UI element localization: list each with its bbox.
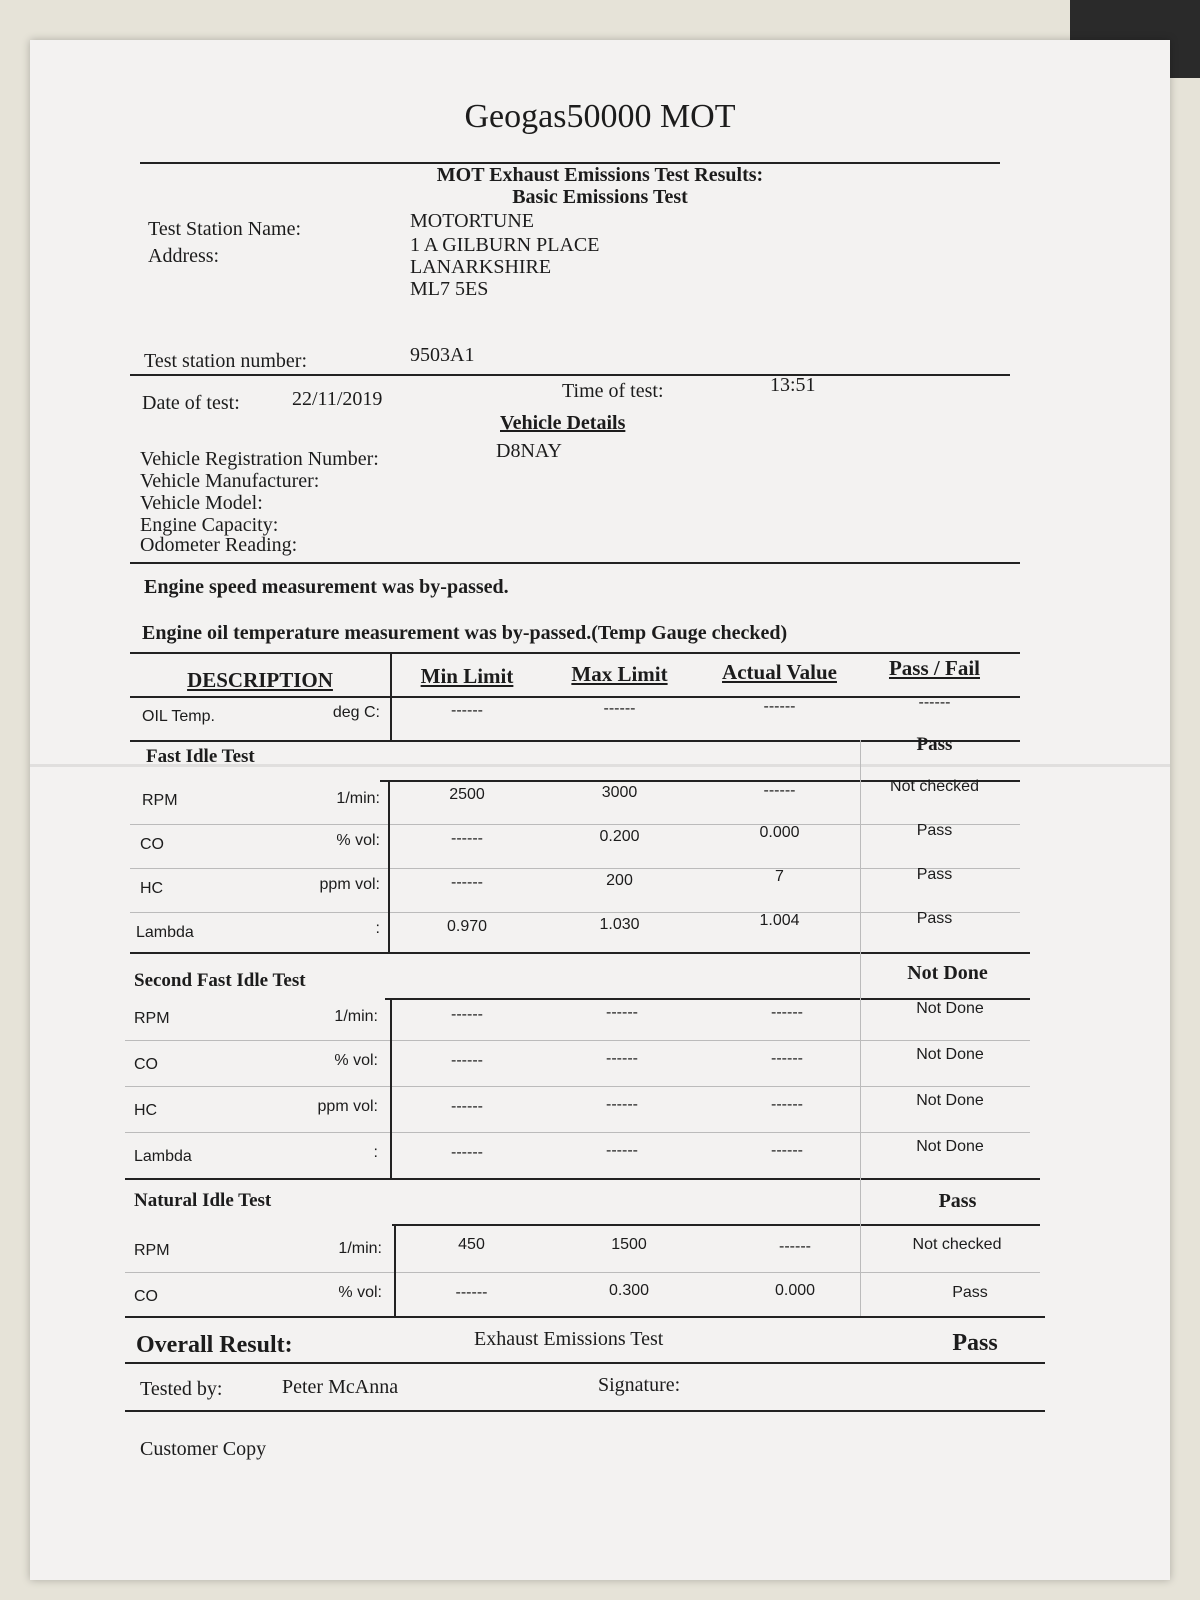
fast-idle-lambda-unit: :	[375, 920, 380, 937]
divider	[125, 1410, 1045, 1412]
fast-idle-rpm-unit: 1/min:	[336, 790, 380, 807]
oil-temp-note: Engine oil temperature measurement was by-passed.(Temp Gauge checked)	[142, 622, 788, 644]
natural-co-max: 0.300	[608, 1282, 650, 1299]
second-lambda-unit: :	[373, 1144, 378, 1161]
fast-idle-hc-result: Pass	[916, 866, 953, 883]
natural-co-name: CO	[134, 1288, 158, 1305]
section-border	[125, 1178, 1040, 1180]
second-co-actual: ------	[771, 1050, 803, 1067]
time-label: Time of test:	[562, 380, 664, 402]
second-hc-actual: ------	[771, 1096, 803, 1113]
fast-idle-rpm-result: Not checked	[890, 778, 979, 795]
second-hc-min: ------	[451, 1098, 483, 1115]
overall-test-name: Exhaust Emissions Test	[474, 1328, 664, 1350]
vehicle-reg: D8NAY	[496, 440, 562, 462]
time-value: 13:51	[770, 374, 816, 396]
fast-idle-rpm-actual: ------	[763, 782, 796, 799]
station-name-label: Test Station Name:	[148, 218, 302, 240]
fast-idle-title: Fast Idle Test	[146, 746, 255, 767]
second-rpm-result: Not Done	[916, 1000, 984, 1017]
natural-rpm-min: 450	[458, 1236, 485, 1253]
natural-co-result: Pass	[952, 1284, 988, 1301]
vehicle-details-heading: Vehicle Details	[500, 412, 626, 434]
station-name: MOTORTUNE	[410, 210, 534, 232]
station-number: 9503A1	[410, 344, 475, 366]
oil-row-unit: deg C:	[332, 704, 380, 721]
second-rpm-max: ------	[606, 1004, 638, 1021]
address-label: Address:	[148, 245, 220, 267]
fast-idle-rpm-name: RPM	[142, 792, 178, 809]
second-rpm-name: RPM	[134, 1010, 170, 1027]
natural-co-unit: % vol:	[338, 1284, 382, 1301]
col-header-description: DESCRIPTION	[187, 668, 333, 692]
oil-row-result: ------	[918, 694, 951, 711]
column-divider	[390, 654, 392, 740]
row-border	[125, 1040, 1030, 1041]
natural-idle-title: Natural Idle Test	[134, 1190, 272, 1211]
natural-rpm-unit: 1/min:	[338, 1240, 382, 1257]
fast-idle-hc-name: HC	[140, 880, 164, 897]
second-hc-unit: ppm vol:	[317, 1098, 378, 1115]
date-value: 22/11/2019	[292, 388, 383, 410]
section-border	[125, 1316, 1045, 1318]
second-hc-result: Not Done	[916, 1092, 984, 1109]
section-divider	[392, 1224, 1040, 1226]
tester-name: Peter McAnna	[282, 1376, 399, 1398]
second-hc-max: ------	[606, 1096, 638, 1113]
fast-idle-hc-unit: ppm vol:	[319, 876, 380, 893]
col-header-min: Min Limit	[420, 664, 514, 688]
second-lambda-max: ------	[606, 1142, 638, 1159]
signature-label: Signature:	[598, 1374, 681, 1396]
fast-idle-co-result: Pass	[916, 822, 953, 839]
fast-idle-hc-max: 200	[606, 872, 633, 889]
document-title: Geogas50000 MOT	[464, 98, 736, 135]
second-rpm-min: ------	[451, 1006, 483, 1023]
fast-idle-hc-actual: 7	[775, 868, 784, 885]
col-header-result: Pass / Fail	[888, 656, 980, 680]
fast-idle-lambda-result: Pass	[916, 910, 953, 927]
vehicle-reg-label: Vehicle Registration Number:	[140, 448, 379, 470]
overall-result-label: Overall Result:	[136, 1332, 293, 1358]
natural-co-min: ------	[455, 1284, 488, 1301]
vehicle-model-label: Vehicle Model:	[140, 492, 263, 514]
oil-row-min: ------	[451, 702, 483, 719]
oil-row-actual: ------	[763, 698, 796, 715]
fast-idle-co-name: CO	[140, 836, 164, 853]
vehicle-manufacturer-label: Vehicle Manufacturer:	[140, 470, 320, 492]
address-line1: 1 A GILBURN PLACE	[410, 234, 600, 256]
col-header-actual: Actual Value	[722, 660, 837, 684]
fast-idle-co-unit: % vol:	[336, 832, 380, 849]
engine-capacity-label: Engine Capacity:	[140, 514, 279, 536]
mot-certificate	[30, 40, 1170, 1580]
document-subtitle-line2: Basic Emissions Test	[512, 186, 688, 208]
second-hc-name: HC	[134, 1102, 158, 1119]
tested-by-label: Tested by:	[140, 1378, 223, 1400]
oil-row-max: ------	[603, 700, 636, 717]
fast-idle-lambda-name: Lambda	[136, 924, 194, 941]
fast-idle-co-actual: 0.000	[759, 824, 800, 841]
overall-result: Pass	[952, 1330, 998, 1356]
second-rpm-actual: ------	[771, 1004, 803, 1021]
fast-idle-co-max: 0.200	[599, 828, 640, 845]
date-label: Date of test:	[142, 392, 240, 414]
fast-idle-result: Pass	[916, 734, 953, 755]
fast-idle-rpm-min: 2500	[449, 786, 485, 803]
table-top-border	[130, 652, 1020, 654]
customer-copy-label: Customer Copy	[140, 1438, 267, 1460]
result-column-divider	[860, 740, 861, 1316]
second-rpm-unit: 1/min:	[334, 1008, 378, 1025]
row-border	[125, 1086, 1030, 1087]
natural-idle-result: Pass	[938, 1190, 977, 1212]
natural-rpm-name: RPM	[134, 1242, 170, 1259]
fast-idle-co-min: ------	[451, 830, 483, 847]
natural-co-actual: 0.000	[774, 1282, 816, 1299]
natural-rpm-result: Not checked	[912, 1236, 1002, 1253]
column-divider	[388, 780, 390, 954]
engine-speed-note: Engine speed measurement was by-passed.	[144, 576, 509, 598]
second-fast-idle-result: Not Done	[907, 962, 988, 984]
second-co-max: ------	[606, 1050, 638, 1067]
col-header-max: Max Limit	[571, 662, 668, 686]
natural-rpm-actual: ------	[779, 1238, 811, 1255]
fast-idle-rpm-max: 3000	[601, 784, 638, 801]
column-divider	[390, 998, 392, 1180]
second-co-name: CO	[134, 1056, 158, 1073]
fast-idle-lambda-actual: 1.004	[759, 912, 800, 929]
natural-rpm-max: 1500	[611, 1236, 647, 1253]
second-fast-idle-title: Second Fast Idle Test	[134, 970, 306, 991]
second-lambda-actual: ------	[771, 1142, 803, 1159]
second-lambda-result: Not Done	[916, 1138, 984, 1155]
row-border	[125, 1272, 1040, 1273]
fast-idle-lambda-min: 0.970	[446, 918, 488, 935]
column-divider	[394, 1224, 396, 1318]
second-lambda-min: ------	[451, 1144, 483, 1161]
document-subtitle-line1: MOT Exhaust Emissions Test Results:	[436, 164, 764, 186]
fast-idle-hc-min: ------	[451, 874, 483, 891]
second-lambda-name: Lambda	[134, 1148, 192, 1165]
second-co-min: ------	[451, 1052, 483, 1069]
fast-idle-lambda-max: 1.030	[599, 916, 640, 933]
station-number-label: Test station number:	[144, 350, 308, 372]
second-co-result: Not Done	[916, 1046, 984, 1063]
oil-row-name: OIL Temp.	[142, 708, 215, 725]
divider	[130, 562, 1020, 564]
second-co-unit: % vol:	[334, 1052, 378, 1069]
section-border	[130, 952, 1030, 954]
divider	[125, 1362, 1045, 1364]
odometer-label: Odometer Reading:	[140, 534, 298, 556]
divider	[130, 374, 1010, 376]
row-border	[125, 1132, 1030, 1133]
address-line2: LANARKSHIRE	[410, 256, 552, 278]
address-line3: ML7 5ES	[410, 278, 489, 300]
